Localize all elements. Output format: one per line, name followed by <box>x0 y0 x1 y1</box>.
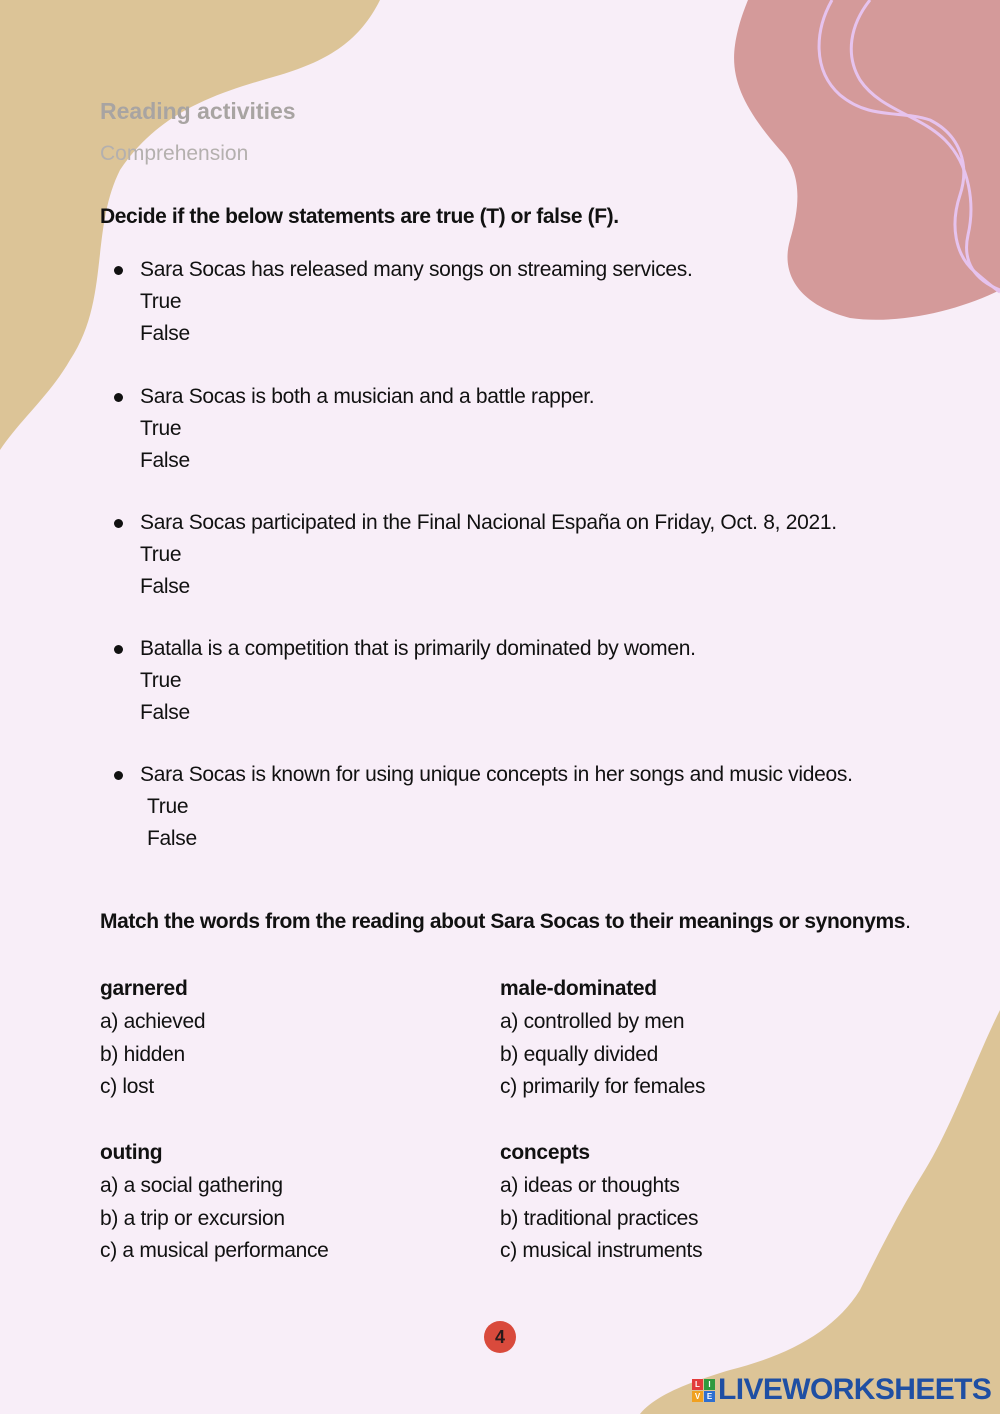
option-true[interactable]: True <box>147 795 189 818</box>
matching-instruction-text: Match the words from the reading about Sara Socas to their meanings or synonyms <box>100 910 906 933</box>
option-true[interactable]: True <box>140 290 182 313</box>
bullet-icon <box>114 393 123 402</box>
bullet-icon <box>114 771 123 780</box>
statement-text: Sara Socas is known for using unique concepts in her songs and music videos. <box>140 763 853 786</box>
option-true[interactable]: True <box>140 669 182 692</box>
page-number-badge: 4 <box>484 1321 516 1353</box>
option-false[interactable]: False <box>140 449 190 472</box>
option-false[interactable]: False <box>140 701 190 724</box>
match-word: male-dominated <box>500 977 657 1000</box>
option-false[interactable]: False <box>140 575 190 598</box>
bullet-icon <box>114 645 123 654</box>
tf-question-5 <box>114 759 853 855</box>
statement-text: Batalla is a competition that is primarily dominated by women. <box>140 637 696 660</box>
match-item-outing <box>100 1137 329 1268</box>
match-choice-c[interactable]: c) primarily for females <box>500 1075 706 1098</box>
match-word: garnered <box>100 977 188 1000</box>
page-title: Reading activities <box>100 98 296 124</box>
match-choice-c[interactable]: c) a musical performance <box>100 1239 329 1262</box>
match-choice-c[interactable]: c) lost <box>100 1075 154 1098</box>
bullet-icon <box>114 519 123 528</box>
match-item-garnered <box>100 973 205 1104</box>
tf-question-3 <box>114 507 837 603</box>
logo-letter: E <box>704 1391 715 1402</box>
true-false-instruction: Decide if the below statements are true (T) or false (F). <box>100 205 619 228</box>
match-choice-b[interactable]: b) hidden <box>100 1042 185 1066</box>
logo-letter: I <box>704 1379 715 1390</box>
match-item-male-dominated <box>500 973 705 1104</box>
match-choice-b[interactable]: b) a trip or excursion <box>100 1206 285 1230</box>
page-subtitle: Comprehension <box>100 142 249 165</box>
match-choice-a[interactable]: a) ideas or thoughts <box>500 1174 680 1197</box>
match-word: concepts <box>500 1141 590 1164</box>
option-false[interactable]: False <box>147 827 197 850</box>
matching-instruction <box>100 910 911 934</box>
logo-letter: L <box>692 1379 703 1390</box>
option-true[interactable]: True <box>140 543 182 566</box>
brand-name: LIVEWORKSHEETS <box>718 1373 992 1406</box>
liveworksheets-mark-icon <box>692 1379 715 1402</box>
tf-question-2 <box>114 381 594 477</box>
match-choice-b[interactable]: b) traditional practices <box>500 1206 699 1230</box>
option-true[interactable]: True <box>140 417 182 440</box>
matching-instruction-period: . <box>905 910 911 933</box>
option-false[interactable]: False <box>140 322 190 345</box>
match-item-concepts <box>500 1137 702 1268</box>
match-choice-a[interactable]: a) a social gathering <box>100 1174 283 1197</box>
tf-question-1 <box>114 254 693 350</box>
bullet-icon <box>114 266 123 275</box>
match-choice-a[interactable]: a) controlled by men <box>500 1010 685 1033</box>
logo-letter: V <box>692 1391 703 1402</box>
statement-text: Sara Socas is both a musician and a battle rapper. <box>140 385 595 408</box>
match-choice-c[interactable]: c) musical instruments <box>500 1239 703 1262</box>
match-choice-b[interactable]: b) equally divided <box>500 1042 659 1066</box>
statement-text: Sara Socas participated in the Final Nacional España on Friday, Oct. 8, 2021. <box>140 511 837 534</box>
match-word: outing <box>100 1141 163 1164</box>
match-choice-a[interactable]: a) achieved <box>100 1010 206 1033</box>
statement-text: Sara Socas has released many songs on streaming services. <box>140 258 693 281</box>
tf-question-4 <box>114 633 696 729</box>
liveworksheets-logo[interactable] <box>692 1374 991 1406</box>
